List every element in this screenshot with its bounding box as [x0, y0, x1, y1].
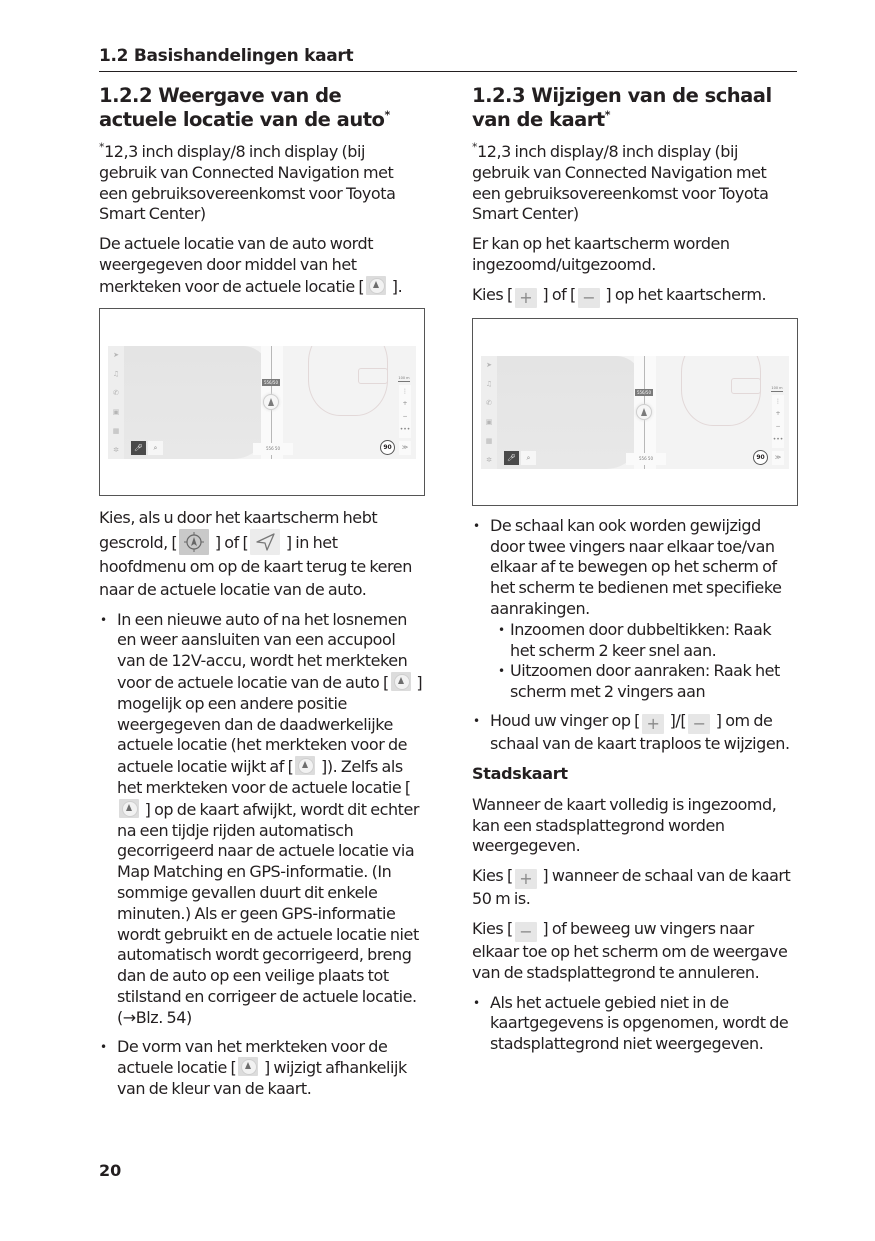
- microphone-button[interactable]: 🎤︎: [504, 451, 519, 465]
- plus-icon: +: [515, 869, 537, 889]
- subheading-city-map: Stadskaart: [472, 763, 568, 783]
- asterisk-marker: *: [99, 140, 105, 154]
- street-tag: 556/50: [636, 389, 652, 395]
- address-bar: 556 50: [626, 453, 666, 465]
- more-options-button[interactable]: ⋮: [402, 387, 408, 395]
- text: ] op het kaartscherm.: [601, 284, 767, 304]
- current-location-marker-icon: [119, 799, 139, 818]
- section-title-text: 1.2.3 Wijzigen van de schaal van de kaart: [472, 84, 772, 131]
- section-title-1-2-3: [472, 84, 798, 132]
- city-map-zoom-in-paragraph: [472, 866, 798, 910]
- car-location-marker-icon: [636, 404, 652, 420]
- bullet-item: [472, 711, 798, 755]
- zoom-in-button[interactable]: +: [775, 409, 781, 417]
- section-title-text: 1.2.2 Weergave van de actuele locatie van de auto: [99, 84, 385, 131]
- intro-paragraph: [99, 234, 425, 297]
- speed-limit-badge: 90: [753, 450, 768, 465]
- map-sidebar: [108, 346, 124, 459]
- music-icon[interactable]: ♫: [112, 369, 120, 378]
- apps-icon[interactable]: ▦: [112, 426, 120, 435]
- text: De vorm van het merkteken voor de actuele locatie [: [117, 1036, 388, 1078]
- plus-icon: +: [642, 714, 664, 734]
- sub-bullet-item: • Uitzoomen door aanraken: Raak het scherm met 2 vingers aan: [472, 661, 798, 703]
- bullet-item: [99, 1037, 425, 1100]
- expand-chevron-button[interactable]: ≫: [399, 441, 411, 455]
- phone-icon[interactable]: ✆: [113, 388, 119, 397]
- address-bar: 556 50: [253, 443, 293, 455]
- scale-label: 100 m: [398, 375, 410, 380]
- asterisk-marker: *: [384, 108, 390, 122]
- speed-limit-badge: 90: [380, 440, 395, 455]
- right-column: [472, 84, 798, 1063]
- map-sidebar: [481, 356, 497, 469]
- text: Kies [: [472, 866, 513, 886]
- expand-chevron-button[interactable]: ≫: [772, 451, 784, 465]
- zoom-out-button[interactable]: −: [775, 422, 781, 430]
- text: In een nieuwe auto of na het losnemen en weer aansluiten van een accupool van de 12V-accu, wordt het merkteken voor de actuele locatie van de auto [: [117, 609, 408, 692]
- plus-icon: +: [515, 288, 537, 308]
- text: ] wijzigt afhankelijk van de kleur van de kaart.: [117, 1058, 407, 1099]
- settings-icon[interactable]: ✲: [486, 455, 492, 464]
- text: ] wanneer de schaal van de kaart 50 m is.: [472, 866, 791, 909]
- navigation-icon[interactable]: ➤: [486, 360, 492, 369]
- map-screen: [108, 346, 416, 459]
- bullet-item: [99, 610, 425, 1029]
- current-location-marker-icon: [238, 1057, 258, 1076]
- text: Kies, als u door het kaartscherm hebt gescrold, [: [99, 507, 378, 552]
- text: ] op de kaart afwijkt, wordt dit echter na een tijdje rijden automatisch gecorrigeerd naar de actuele locatie via Map Matching en GPS-informatie. (In sommige gevallen duurt dit enkele minuten.) Als er geen GPS-informatie wordt gebruikt en de actuele locatie niet automatisch wordt gecorrigeerd, breng dan de auto op een veilige plaats tot stilstand en corrigeer de actuele locatie. (→Blz. 54): [117, 799, 420, 1027]
- bullet-item: • Als het actuele gebied niet in de kaartgegevens is opgenomen, wordt de stadsplattegrond niet weergegeven.: [472, 993, 798, 1055]
- minus-icon: −: [578, 288, 600, 308]
- map-screen: [481, 356, 789, 469]
- menu-button[interactable]: •••: [399, 425, 411, 433]
- text: De actuele locatie van de auto wordt weergegeven door middel van het merkteken voor de actuele locatie [: [99, 234, 374, 296]
- choose-zoom-paragraph: [472, 285, 798, 308]
- city-map-cancel-paragraph: [472, 919, 798, 984]
- menu-button[interactable]: •••: [772, 435, 784, 443]
- navigation-icon[interactable]: ➤: [113, 350, 119, 359]
- text: ] mogelijk op een andere positie weergegeven dan de daadwerkelijke actuele locatie (het merkteken voor de actuele locatie wijkt af [: [117, 672, 423, 777]
- phone-icon[interactable]: ✆: [486, 398, 492, 407]
- asterisk-marker: *: [604, 108, 611, 122]
- minus-icon: −: [515, 922, 537, 942]
- street-tag: 556/50: [263, 379, 279, 385]
- map-screen-figure: [472, 318, 798, 506]
- text: ] of [: [211, 532, 249, 552]
- section-title-1-2-2: [99, 84, 425, 132]
- sub-bullet-item: • Inzoomen door dubbeltikken: Raak het scherm 2 keer snel aan.: [472, 620, 798, 662]
- microphone-button[interactable]: 🎤︎: [131, 441, 146, 455]
- text: ]/[: [665, 710, 687, 730]
- zoom-out-button[interactable]: −: [402, 412, 408, 420]
- asterisk-marker: *: [472, 140, 478, 154]
- zoom-panel: [399, 385, 411, 438]
- recenter-location-icon: [179, 529, 209, 555]
- music-icon[interactable]: ♫: [485, 379, 493, 388]
- sub-bullet-list: [472, 620, 798, 703]
- search-button[interactable]: ⌕: [521, 451, 536, 465]
- text: ] of beweeg uw vingers naar elkaar toe op het scherm om de weergave van de stadsplattegrond te annuleren.: [472, 918, 788, 982]
- minus-icon: −: [688, 714, 710, 734]
- car-icon[interactable]: ▣: [112, 407, 120, 416]
- map-screen-figure: [99, 308, 425, 496]
- zoom-panel: [772, 395, 784, 448]
- bullet-item: • De schaal kan ook worden gewijzigd door twee vingers naar elkaar toe/van elkaar af te bewegen op het scherm of het scherm te bedienen met specifieke aanrakingen.: [472, 516, 798, 620]
- current-location-marker-icon: [295, 756, 315, 775]
- more-options-button[interactable]: ⋮: [775, 397, 781, 405]
- current-location-marker-icon: [366, 276, 386, 295]
- zoom-in-button[interactable]: +: [402, 399, 408, 407]
- text: ]). Zelfs als het merkteken voor de actuele locatie [: [117, 757, 411, 797]
- intro-paragraph: Er kan op het kaartscherm worden ingezoomd/uitgezoomd.: [472, 234, 730, 274]
- text: Houd uw vinger op [: [490, 710, 640, 730]
- page-number: 20: [99, 1161, 122, 1180]
- text: ] om de schaal van de kaart traploos te wijzigen.: [490, 710, 790, 753]
- map-building: [731, 378, 761, 394]
- current-location-marker-icon: [391, 672, 411, 691]
- map-building: [358, 368, 388, 384]
- footnote: [472, 142, 798, 225]
- left-column: [99, 84, 425, 1108]
- footnote: [99, 142, 425, 225]
- scale-label: 100 m: [771, 385, 783, 390]
- chapter-header: [99, 44, 797, 72]
- text: ].: [388, 276, 403, 296]
- footnote-text: 12,3 inch display/8 inch display (bij gebruik van Connected Navigation met een gebruiksovereenkomst voor Toyota Smart Center): [99, 142, 396, 224]
- text: Kies [: [472, 284, 513, 304]
- apps-icon[interactable]: ▦: [485, 436, 493, 445]
- return-paragraph: [99, 506, 425, 601]
- chapter-title: 1.2 Basishandelingen kaart: [99, 46, 354, 66]
- text: Kies [: [472, 918, 513, 938]
- city-map-paragraph: Wanneer de kaart volledig is ingezoomd, kan een stadsplattegrond worden weergegeven.: [472, 794, 777, 856]
- navigation-arrow-icon: [250, 529, 280, 555]
- car-icon[interactable]: ▣: [485, 417, 493, 426]
- settings-icon[interactable]: ✲: [113, 445, 119, 454]
- footnote-text: 12,3 inch display/8 inch display (bij gebruik van Connected Navigation met een gebruiksovereenkomst voor Toyota Smart Center): [472, 142, 769, 224]
- car-location-marker-icon: [263, 394, 279, 410]
- search-button[interactable]: ⌕: [148, 441, 163, 455]
- text: ] of [: [538, 284, 576, 304]
- text: ] in het hoofdmenu om op de kaart terug te keren naar de actuele locatie van de auto.: [99, 532, 412, 599]
